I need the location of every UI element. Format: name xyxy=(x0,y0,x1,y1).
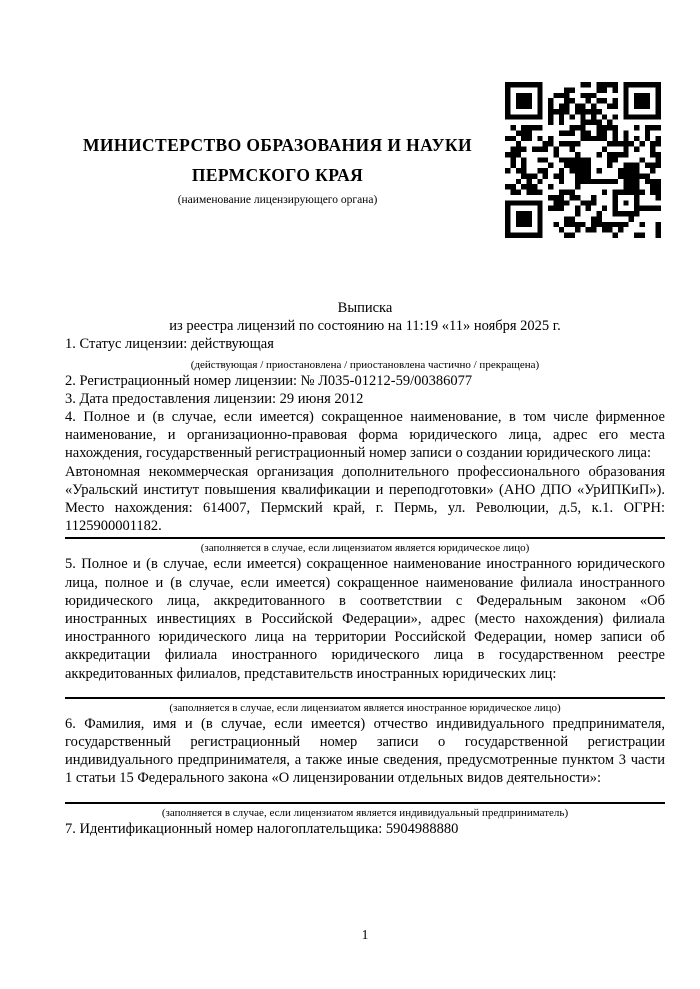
document-body xyxy=(65,299,665,838)
item-5-field-underline xyxy=(65,697,665,699)
item-4-caption: (заполняется в случае, если лицензиатом является юридическое лицо) xyxy=(200,542,530,555)
ministry-name-line2: ПЕРМСКОГО КРАЯ xyxy=(191,165,364,185)
item-2-registration-number: 2. Регистрационный номер лицензии: № Л035-01212-59/00386077 xyxy=(65,372,473,389)
authority-field-caption: (наименование лицензирующего органа) xyxy=(177,194,378,206)
item-1-license-status: 1. Статус лицензии: действующая xyxy=(65,336,274,353)
item-6-caption: (заполняется в случае, если лицензиатом является индивидуальный предприниматель) xyxy=(161,806,569,819)
item-4-legal-entity-value: Автономная некоммерческая организация дополнительного профессионального образования «Уральский институт повышения квалификации и переподготовки» (АНО ДПО «УрИПКиП»). Место нахождения: 614007, Пермский край, г. Пермь, ул. Революции, д.5, к.1. ОГРН: 1125900001182. xyxy=(65,463,665,535)
document-title-line1: Выписка xyxy=(337,300,393,316)
qr-code-pattern xyxy=(505,82,661,238)
qr-code xyxy=(505,82,661,238)
licensing-authority-header xyxy=(65,130,490,207)
item-4-legal-entity-heading: 4. Полное и (в случае, если имеется) сокращенное наименование, в том числе фирменное наименование, и организационно-правовая форма юридического лица, адрес его места нахождения, государственный регистрационный номер записи о создании юридического лица: xyxy=(65,409,665,462)
item-4-field-underline xyxy=(65,537,665,539)
item-6-entrepreneur-heading: 6. Фамилия, имя и (в случае, если имеется) отчество индивидуального предпринимателя, государственный регистрационный номер записи о государственной регистрации индивидуального предпринимателя, а также иные сведения, предусмотренные пунктом 3 части 1 статьи 15 Федерального закона «О лицензировании отдельных видов деятельности»: xyxy=(65,715,665,787)
item-1-caption: (действующая / приостановлена / приостановлена частично / прекращена) xyxy=(190,358,540,371)
item-6-field-underline xyxy=(65,802,665,804)
item-5-caption: (заполняется в случае, если лицензиатом является иностранное юридическое лицо) xyxy=(169,701,561,714)
item-5-foreign-entity-heading: 5. Полное и (в случае, если имеется) сокращенное наименование иностранного юридического лица, полное и (в случае, если имеется) сокращенное наименование филиала иностранного юридического лица, аккредитованного в соответствии с Федеральным законом «Об иностранных инвестициях в Российской Федерации», адрес (место нахождения) филиала иностранного юридического лица на территории Российской Федерации, номер записи об аккредитации филиала иностранного юридического лица в государственном реестре аккредитованных филиалов, представительств иностранных юридических лиц: xyxy=(65,556,665,682)
document-title xyxy=(65,299,665,335)
page-number: 1 xyxy=(361,927,369,942)
item-7-taxpayer-number: 7. Идентификационный номер налогоплательщика: 5904988880 xyxy=(65,820,459,837)
item-3-grant-date: 3. Дата предоставления лицензии: 29 июня 2012 xyxy=(65,390,364,407)
document-title-line2: из реестра лицензий по состоянию на 11:19 «11» ноября 2025 г. xyxy=(169,318,561,335)
ministry-name-line1: МИНИСТЕРСТВО ОБРАЗОВАНИЯ И НАУКИ xyxy=(83,135,472,155)
